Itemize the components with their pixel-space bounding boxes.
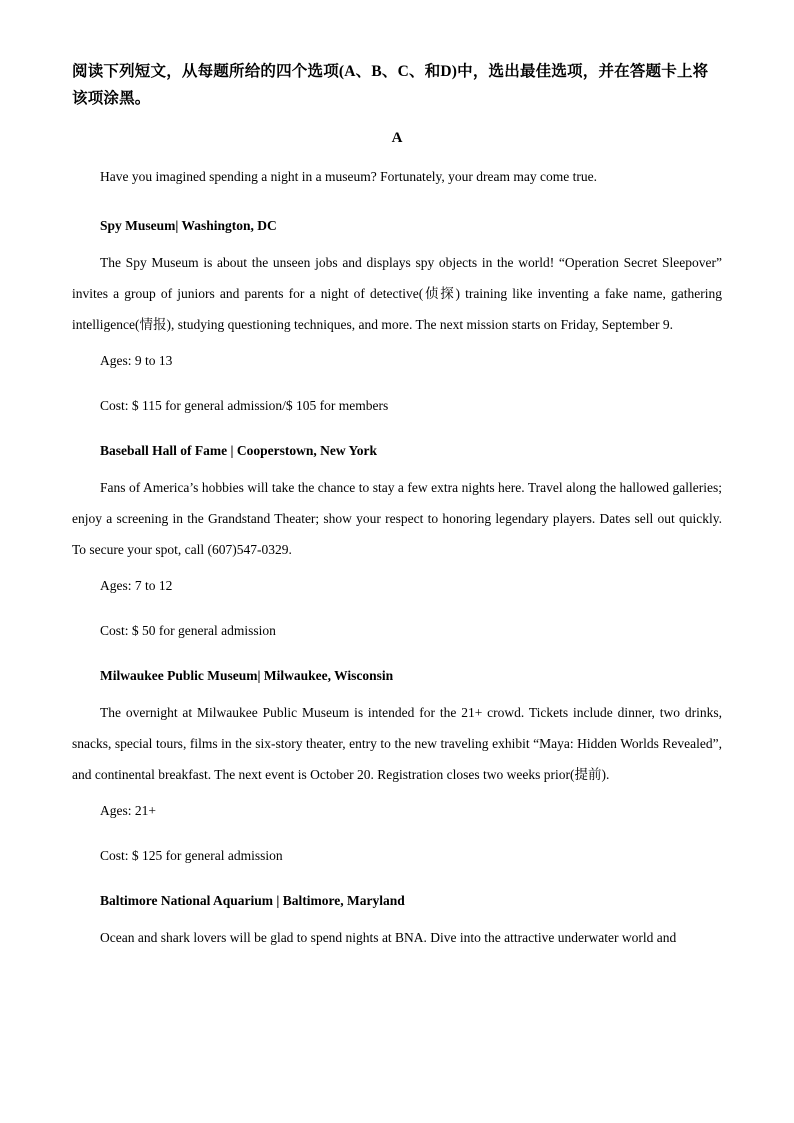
document-page: [72, 58, 722, 953]
intro-paragraph: Have you imagined spending a night in a museum? Fortunately, your dream may come true.: [100, 169, 597, 184]
museum-description: Fans of America’s hobbies will take the chance to stay a few extra nights here. Travel along the hallowed galleries; enjoy a screening in the Grandstand Theater; show your respect to honoring legendary players. Dates sell out quickly. To secure your spot, call (607)547-0329.: [72, 480, 722, 557]
section-letter: A: [391, 130, 403, 146]
museum-description: The Spy Museum is about the unseen jobs and displays spy objects in the world! “Operation Secret Sleepover” invites a group of juniors and parents for a night of detective(侦探) training like inventing a fake name, gathering intelligence(情报), studying questioning techniques, and more. The next mission starts on Friday, September 9.: [72, 255, 722, 332]
museum-heading: Baltimore National Aquarium | Baltimore, Maryland: [100, 893, 405, 908]
museum-ages: Ages: 7 to 12: [100, 578, 173, 593]
museum-cost: Cost: $ 115 for general admission/$ 105 for members: [100, 398, 389, 413]
museum-ages: Ages: 21+: [100, 803, 156, 818]
museum-description: Ocean and shark lovers will be glad to spend nights at BNA. Dive into the attractive underwater world and: [100, 930, 677, 945]
museum-ages: Ages: 9 to 13: [100, 353, 173, 368]
museum-heading: Spy Museum| Washington, DC: [100, 218, 277, 233]
museum-heading: Baseball Hall of Fame | Cooperstown, New York: [100, 443, 377, 458]
museum-heading: Milwaukee Public Museum| Milwaukee, Wisconsin: [100, 668, 394, 683]
museum-description: The overnight at Milwaukee Public Museum is intended for the 21+ crowd. Tickets include dinner, two drinks, snacks, special tours, films in the six-story theater, entry to the new traveling exhibit “Maya: Hidden Worlds Revealed”, and continental breakfast. The next event is October 20. Registration closes two weeks prior(提前).: [72, 705, 722, 782]
museum-cost: Cost: $ 50 for general admission: [100, 623, 276, 638]
museum-cost: Cost: $ 125 for general admission: [100, 848, 283, 863]
instructions-text: 阅读下列短文，从每题所给的四个选项(A、B、C、和D)中，选出最佳选项，并在答题卡上将该项涂黑。: [72, 63, 709, 107]
